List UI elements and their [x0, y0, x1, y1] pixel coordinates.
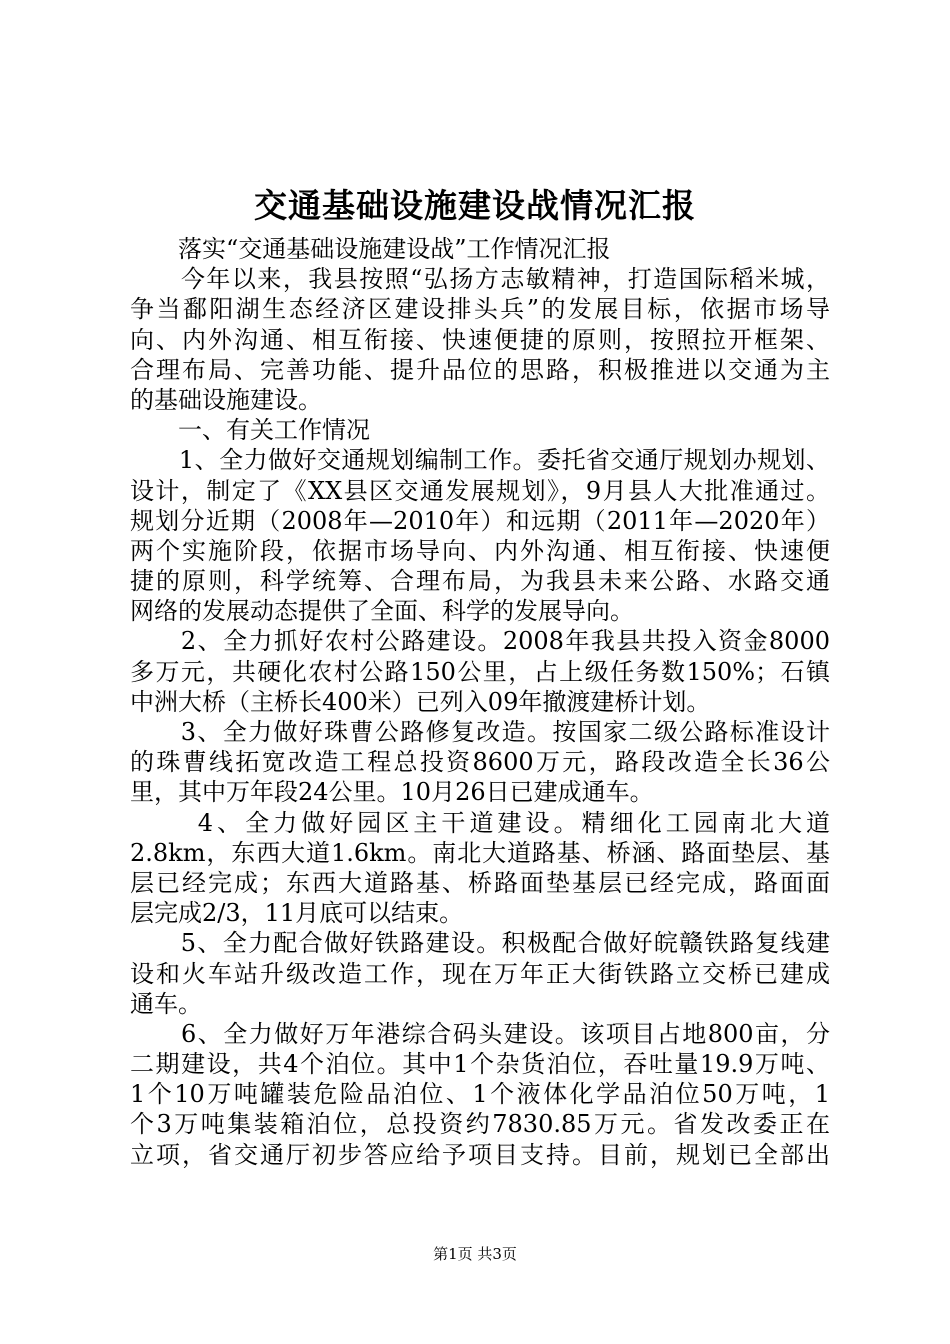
paragraph-line: 落实“交通基础设施建设战”工作情况汇报 [130, 235, 611, 263]
page-footer: 第1页 共3页 [433, 1245, 517, 1263]
paragraph-line: 6、全力做好万年港综合码头建设。该项目占地800亩，分 [130, 1019, 830, 1048]
paragraph-line: 层已经完成；东西大道路基、桥路面垫基层已经完成，路面面 [130, 868, 830, 897]
paragraph-line: 2.8km，东西大道1.6km。南北大道路基、桥涵、路面垫层、基 [130, 838, 830, 867]
paragraph-line: 捷的原则，科学统筹、合理布局，为我县未来公路、水路交通 [130, 567, 830, 596]
paragraph-line: 两个实施阶段，依据市场导向、内外沟通、相互衔接、快速便 [130, 536, 830, 565]
paragraph-line: 中洲大桥（主桥长400米）已列入09年撤渡建桥计划。 [130, 687, 711, 716]
paragraph-line: 一、有关工作情况 [130, 416, 370, 445]
paragraph-line: 合理布局、完善功能、提升品位的思路，积极推进以交通为主 [130, 355, 830, 384]
paragraph-line: 多万元，共硬化农村公路150公里，占上级任务数150%；石镇 [130, 657, 830, 686]
paragraph-line: 向、内外沟通、相互衔接、快速便捷的原则，按照拉开框架、 [130, 325, 830, 354]
paragraph-line: 3、全力做好珠曹公路修复改造。按国家二级公路标准设计 [130, 718, 830, 746]
paragraph-line: 2、全力抓好农村公路建设。2008年我县共投入资金8000 [130, 627, 830, 656]
paragraph-line: 的基础设施建设。 [130, 385, 322, 414]
paragraph-line: 设和火车站升级改造工作，现在万年正大街铁路立交桥已建成 [130, 959, 830, 988]
paragraph-line: 层完成2/3，11月底可以结束。 [130, 899, 464, 928]
document-body [130, 234, 830, 1170]
paragraph-line: 网络的发展动态提供了全面、科学的发展导向。 [130, 597, 634, 626]
paragraph-line: 二期建设，共4个泊位。其中1个杂货泊位，吞吐量19.9万吨、 [130, 1050, 830, 1079]
paragraph-line: 里，其中万年段24公里。10月26日已建成通车。 [130, 778, 654, 807]
paragraph-line: 规划分近期（2008年—2010年）和远期（2011年—2020年） [130, 506, 830, 535]
paragraph-line: 今年以来，我县按照“弘扬方志敏精神，打造国际稻米城， [130, 265, 830, 294]
paragraph-line: 的珠曹线拓宽改造工程总投资8600万元，路段改造全长36公 [130, 748, 830, 777]
document-title: 交通基础设施建设战情况汇报 [254, 186, 696, 225]
paragraph-line: 1、全力做好交通规划编制工作。委托省交通厅规划办规划、 [130, 446, 830, 475]
paragraph-line: 立项，省交通厅初步答应给予项目支持。目前，规划已全部出 [130, 1140, 830, 1169]
paragraph-line: 通车。 [130, 989, 202, 1018]
paragraph-line: 1个10万吨罐装危险品泊位、1个液体化学品泊位50万吨，1 [130, 1080, 830, 1109]
paragraph-line: 5、全力配合做好铁路建设。积极配合做好皖赣铁路复线建 [130, 929, 830, 958]
paragraph-line: 4、全力做好园区主干道建设。精细化工园南北大道 [130, 808, 830, 837]
paragraph-line: 争当鄱阳湖生态经济区建设排头兵”的发展目标，依据市场导 [130, 295, 830, 324]
paragraph-line: 个3万吨集装箱泊位，总投资约7830.85万元。省发改委正在 [130, 1110, 830, 1139]
paragraph-line: 设计，制定了《XX县区交通发展规划》，9月县人大批准通过。 [130, 476, 830, 505]
